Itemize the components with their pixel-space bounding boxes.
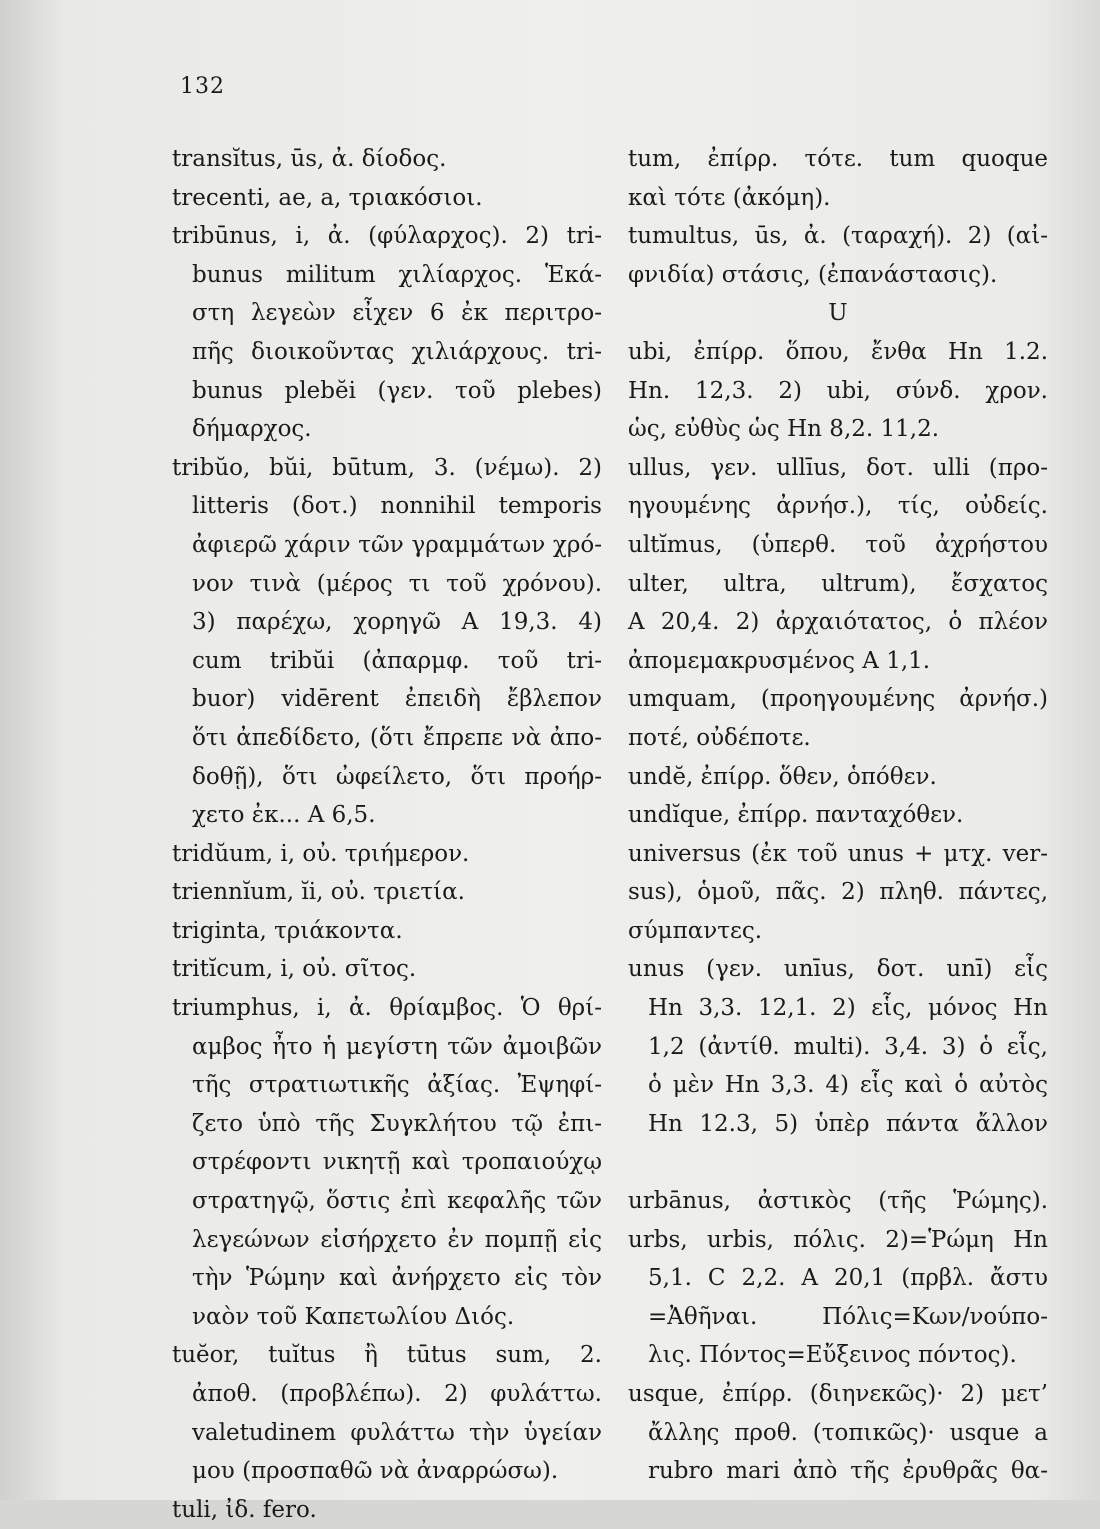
entry-line: ullus, γεν. ullīus, δοτ. ulli (προ- [628, 454, 1048, 481]
entry-line: transĭtus, ūs, ἀ. δίοδος. [172, 146, 447, 172]
entry-line: tribŭo, bŭi, būtum, 3. (νέμω). 2) [172, 454, 602, 481]
entry-line: tuĕor, tuĭtus ἢ tūtus sum, 2. [172, 1342, 602, 1369]
entry-line: usque, ἐπίρρ. (διηνεκῶς)· 2) μετ’ [628, 1381, 1048, 1407]
entry-line: στη λεγεὼν εἶχεν 6 ἐκ περιτρο- [192, 300, 602, 327]
entry-line: 3) παρέχω, χορηγῶ A 19,3. 4) [192, 609, 602, 636]
entry-line: tridŭum, i, οὐ. τριήμερον. [172, 840, 470, 867]
entry-line: ὅτι ἀπεδίδετο, (ὅτι ἔπρεπε νὰ ἀπο- [192, 724, 602, 751]
entry-line: ναὸν τοῦ Καπετωλίου Διός. [192, 1303, 515, 1330]
entry-line: λεγεώνων εἰσήρχετο ἐν πομπῇ εἰς [192, 1226, 602, 1253]
right-column [628, 140, 1048, 1491]
entry-line: στρατηγῷ, ὅστις ἐπὶ κεφαλῆς τῶν [192, 1188, 602, 1215]
entry-line: urbānus, ἀστικὸς (τῆς Ῥώμης). [628, 1188, 1048, 1215]
entry-line: ὁ μὲν Hn 3,3. 4) εἷς καὶ ὁ αὐτὸς [648, 1072, 1048, 1099]
entry-line: τῆς στρατιωτικῆς ἀξίας. Ἐψηφί- [192, 1072, 602, 1099]
entry-line: tribūnus, i, ἀ. (φύλαρχος). 2) tri- [172, 223, 602, 250]
entry-line: ubi, ἐπίρρ. ὅπου, ἔνθα Hn 1.2. [628, 338, 1048, 365]
entry-line: tum, ἐπίρρ. τότε. tum quoque [628, 146, 1048, 172]
entry-line: ἀπομεμακρυσμένος A 1,1. [628, 647, 931, 674]
section-letter: U [828, 300, 848, 327]
entry-line: αμβος ἦτο ἡ μεγίστη τῶν ἀμοιβῶν [192, 1033, 602, 1060]
entry-line: ζετο ὑπὸ τῆς Συγκλήτου τῷ ἐπι- [192, 1110, 602, 1137]
entry-line: tritĭcum, i, οὐ. σῖτος. [172, 956, 417, 983]
entry-line: δήμαρχος. [192, 416, 312, 443]
entry-line: sus), ὁμοῦ, πᾶς. 2) πληθ. πάντες, [628, 879, 1048, 906]
entry-line: ultĭmus, (ὑπερθ. τοῦ ἀχρήστου [628, 531, 1048, 558]
entry-line: καὶ τότε (ἀκόμη). [628, 184, 831, 211]
entry-line: =Ἀθῆναι. Πόλις=Κων/νούπο- [648, 1303, 1048, 1330]
entry-line: πῆς διοικοῦντας χιλιάρχους. tri- [192, 338, 602, 365]
entry-line: cum tribŭi (ἀπαρμφ. τοῦ tri- [192, 647, 602, 674]
entry-line: universus (ἐκ τοῦ unus + μτχ. ver- [628, 840, 1048, 867]
entry-line: ὡς, εὐθὺς ὡς Hn 8,2. 11,2. [628, 416, 940, 443]
entry-line: φνιδία) στάσις, (ἐπανάστασις). [628, 261, 998, 288]
entry-line: undĭque, ἐπίρρ. πανταχόθεν. [628, 802, 964, 829]
entry-line: ἀφιερῶ χάριν τῶν γραμμάτων χρό- [192, 531, 602, 558]
entry-line: μου (προσπαθῶ νὰ ἀναρρώσω). [192, 1458, 559, 1485]
entry-line: triginta, τριάκοντα. [172, 917, 403, 944]
entry-line: rubro mari ἀπὸ τῆς ἐρυθρᾶς θα- [648, 1458, 1048, 1485]
entry-line: litteris (δοτ.) nonnihil temporis [192, 493, 602, 520]
entry-line: δοθῇ), ὅτι ὠφείλετο, ὅτι προήρ- [192, 763, 602, 790]
entry-line: trecenti, ae, a, τριακόσιοι. [172, 184, 483, 211]
page-number: 132 [180, 74, 225, 99]
entry-line: bunus plebĕi (γεν. τοῦ plebes) [192, 377, 602, 404]
entry-line [628, 1143, 1048, 1182]
entry-line: triennĭum, ĭi, οὐ. τριετία. [172, 879, 465, 906]
entry-line: ηγουμένης ἀρνήσ.), τίς, οὐδείς. [628, 493, 1048, 520]
entry-line: τὴν Ῥώμην καὶ ἀνήρχετο εἰς τὸν [192, 1265, 602, 1292]
entry-line: ἄλλης προθ. (τοπικῶς)· usque a [648, 1419, 1048, 1446]
entry-line: buor) vidērent ἐπειδὴ ἔβλεπον [192, 686, 602, 713]
entry-line: νον τινὰ (μέρος τι τοῦ χρόνου). [192, 570, 602, 597]
entry-line: umquam, (προηγουμένης ἀρνήσ.) [628, 686, 1048, 713]
entry-line: tumultus, ūs, ἀ. (ταραχή). 2) (αἰ- [628, 223, 1048, 250]
entry-line: ulter, ultra, ultrum), ἔσχατος [628, 570, 1048, 597]
entry-line: ἀποθ. (προβλέπω). 2) φυλάττω. [192, 1381, 602, 1407]
entry-line: Hn. 12,3. 2) ubi, σύνδ. χρον. [628, 377, 1048, 404]
entry-line: λις. Πόντος=Εὔξεινος πόντος). [648, 1342, 1017, 1369]
entry-line: unus (γεν. unīus, δοτ. unī) εἷς [628, 956, 1048, 983]
entry-line: χετο ἐκ... A 6,5. [192, 802, 376, 829]
entry-line: Hn 12.3, 5) ὑπὲρ πάντα ἄλλον [648, 1110, 1048, 1137]
entry-line: tuli, ἰδ. fero. [172, 1496, 317, 1523]
entry-line: 5,1. C 2,2. A 20,1 (πρβλ. ἄστυ [648, 1265, 1048, 1292]
entry-line: 1,2 (ἀντίθ. multi). 3,4. 3) ὁ εἷς, [648, 1033, 1048, 1060]
entry-line: urbs, urbis, πόλις. 2)=Ῥώμη Hn [628, 1226, 1048, 1253]
entry-line: triumphus, i, ἀ. θρίαμβος. Ὁ θρί- [172, 995, 602, 1022]
entry-line: Hn 3,3. 12,1. 2) εἷς, μόνος Hn [648, 995, 1048, 1022]
entry-line: σύμπαντες. [628, 917, 763, 944]
entry-line: valetudinem φυλάττω τὴν ὑγείαν [192, 1419, 602, 1446]
left-column [172, 140, 602, 1529]
entry-line: bunus militum χιλίαρχος. Ἑκά- [192, 261, 602, 288]
entry-line: A 20,4. 2) ἀρχαιότατος, ὁ πλέον [628, 609, 1048, 636]
entry-line: undĕ, ἐπίρρ. ὅθεν, ὁπόθεν. [628, 763, 937, 790]
entry-line: ποτέ, οὐδέποτε. [628, 724, 811, 751]
entry-line: στρέφοντι νικητῇ καὶ τροπαιούχῳ [192, 1149, 602, 1176]
